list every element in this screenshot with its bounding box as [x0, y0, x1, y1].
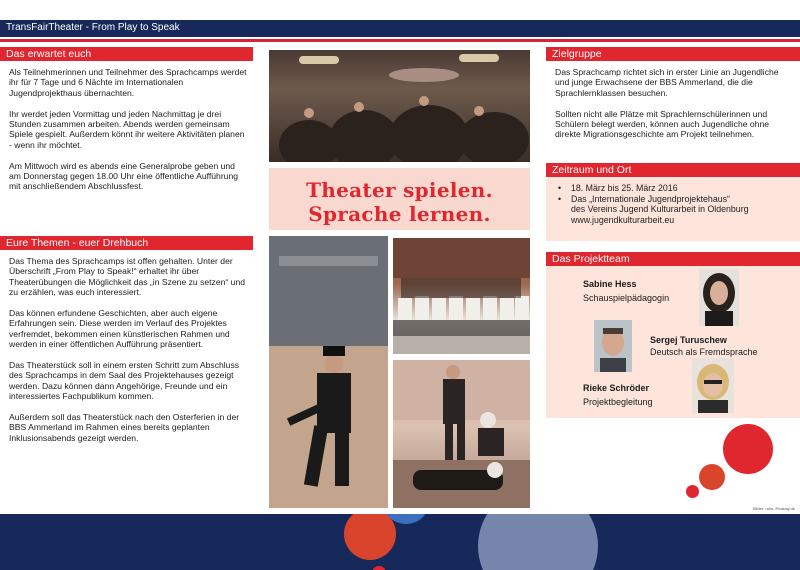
website-link[interactable]: www.jugendkulturarbeit.eu [571, 214, 675, 225]
slogan-line-1: Theater spielen. [306, 178, 493, 202]
decorative-circle [372, 566, 386, 570]
paragraph: Sollten nicht alle Plätze mit Sprachlernschülerinnen und Schülern belegt werden, können auch Jugendliche ohne direkte Migrationsgeschichte am Projekt teilnehmen. [555, 108, 770, 140]
portrait-photo [594, 320, 632, 372]
photo-mime-scene [393, 360, 530, 508]
section-body-zielgruppe [546, 61, 800, 140]
place-line-2: des Vereins Jugend Kulturarbeit in Oldenburg [571, 204, 749, 215]
list-item [555, 183, 794, 194]
slogan-box [269, 168, 530, 230]
header-title: TransFairTheater - From Play to Speak [6, 22, 180, 33]
portrait-photo [699, 269, 739, 326]
section-body-erwartet [0, 61, 253, 192]
section-body-themen [0, 250, 253, 443]
image-credit: Bilder: ruhs, Pixabay.de [753, 506, 795, 511]
footer-band [0, 514, 800, 570]
paragraph: Das Sprachcamp richtet sich in erster Linie an Jugendliche und junge Erwachsene der BBS Ammerland, die die Sprachlernklassen besuchen. [555, 67, 779, 98]
left-column-themes [0, 236, 253, 454]
decorative-circle [699, 464, 725, 490]
decorative-circle [478, 514, 598, 570]
team-member-name: Sergej Turuschew [650, 335, 727, 345]
team-member-name: Sabine Hess [583, 279, 637, 289]
list-item [555, 194, 794, 226]
right-column-team [546, 252, 800, 418]
team-member-role: Projektbegleitung [583, 397, 653, 407]
paragraph: Als Teilnehmerinnen und Teilnehmer des Sprachcamps werdet ihr für 7 Tage und 6 Nächte im Internationalen Jugendprojekthaus übernachten. [9, 67, 247, 98]
paragraph: Das können erfundene Geschichten, aber auch eigene Erfahrungen sein. Diese werden im Verlauf des Projektes verfremdet, bekommen einen künstlerischen Rahmen und werden in einer öffentlichen Aufführung präsentiert. [9, 308, 230, 350]
paragraph: Das Theaterstück soll in einem ersten Schritt zum Abschluss des Sprachcamps in dem Saal des Projektehauses gezeigt werden. Dazu können dann Angehörige, Freunde und ein interessiertes Fachpublikum kommen. [9, 360, 240, 402]
place-line-1: Das „Internationale Jugendprojektehaus“ [571, 193, 730, 204]
photo-group-picture [393, 238, 530, 354]
paragraph: Das Thema des Sprachcamps ist offen gehalten. Unter der Überschrift „From Play to Speak!“ erhaltet ihr über Theaterübungen die Möglichkeit das „in Szene zu setzen“ und zu erzählen, was euch interessiert. [9, 256, 245, 298]
paragraph: Außerdem soll das Theaterstück nach den Osterferien in der BBS Ammerland im Rahmen eines bereits geplanten Inklusionsabends gezeigt werden. [9, 412, 240, 443]
zeitraum-list [546, 177, 800, 225]
section-heading-zeitraum: Zeitraum und Ort [546, 163, 800, 177]
section-heading-erwartet: Das erwartet euch [0, 47, 253, 61]
slogan-line-2: Sprache lernen. [308, 202, 491, 226]
section-heading-team: Das Projektteam [546, 252, 800, 266]
photo-group-lifting [269, 50, 530, 162]
paragraph: Ihr werdet jeden Vormittag und jeden Nachmittag je drei Stunden zusammen arbeiten. Abends werden gemeinsam Spiele gespielt. Außerdem könnt ihr weitere Aktivitäten planen - wenn ihr möchtet. [9, 108, 245, 150]
team-member-name: Rieke Schröder [583, 383, 650, 393]
decorative-circle [686, 485, 699, 498]
photo-actor-on-stage [269, 236, 388, 508]
left-column [0, 47, 253, 202]
team-member-role: Schauspielpädagogin [583, 293, 670, 303]
paragraph: Am Mittwoch wird es abends eine Generalprobe geben und am Donnerstag gegen 18.00 Uhr eine öffentliche Aufführung mit anschließendem Abschlussfest. [9, 160, 239, 192]
right-column-zielgruppe [546, 47, 800, 150]
header-bar [0, 20, 800, 37]
team-member-role: Deutsch als Fremdsprache [650, 347, 758, 357]
date-text: 18. März bis 25. März 2016 [571, 183, 678, 193]
portrait-photo [692, 358, 734, 413]
section-heading-themen: Eure Themen - euer Drehbuch [0, 236, 253, 250]
section-heading-zielgruppe: Zielgruppe [546, 47, 800, 61]
decorative-circle [344, 514, 396, 560]
header-accent-line [0, 39, 800, 42]
decorative-circle [723, 424, 773, 474]
right-column-zeitraum [546, 163, 800, 241]
